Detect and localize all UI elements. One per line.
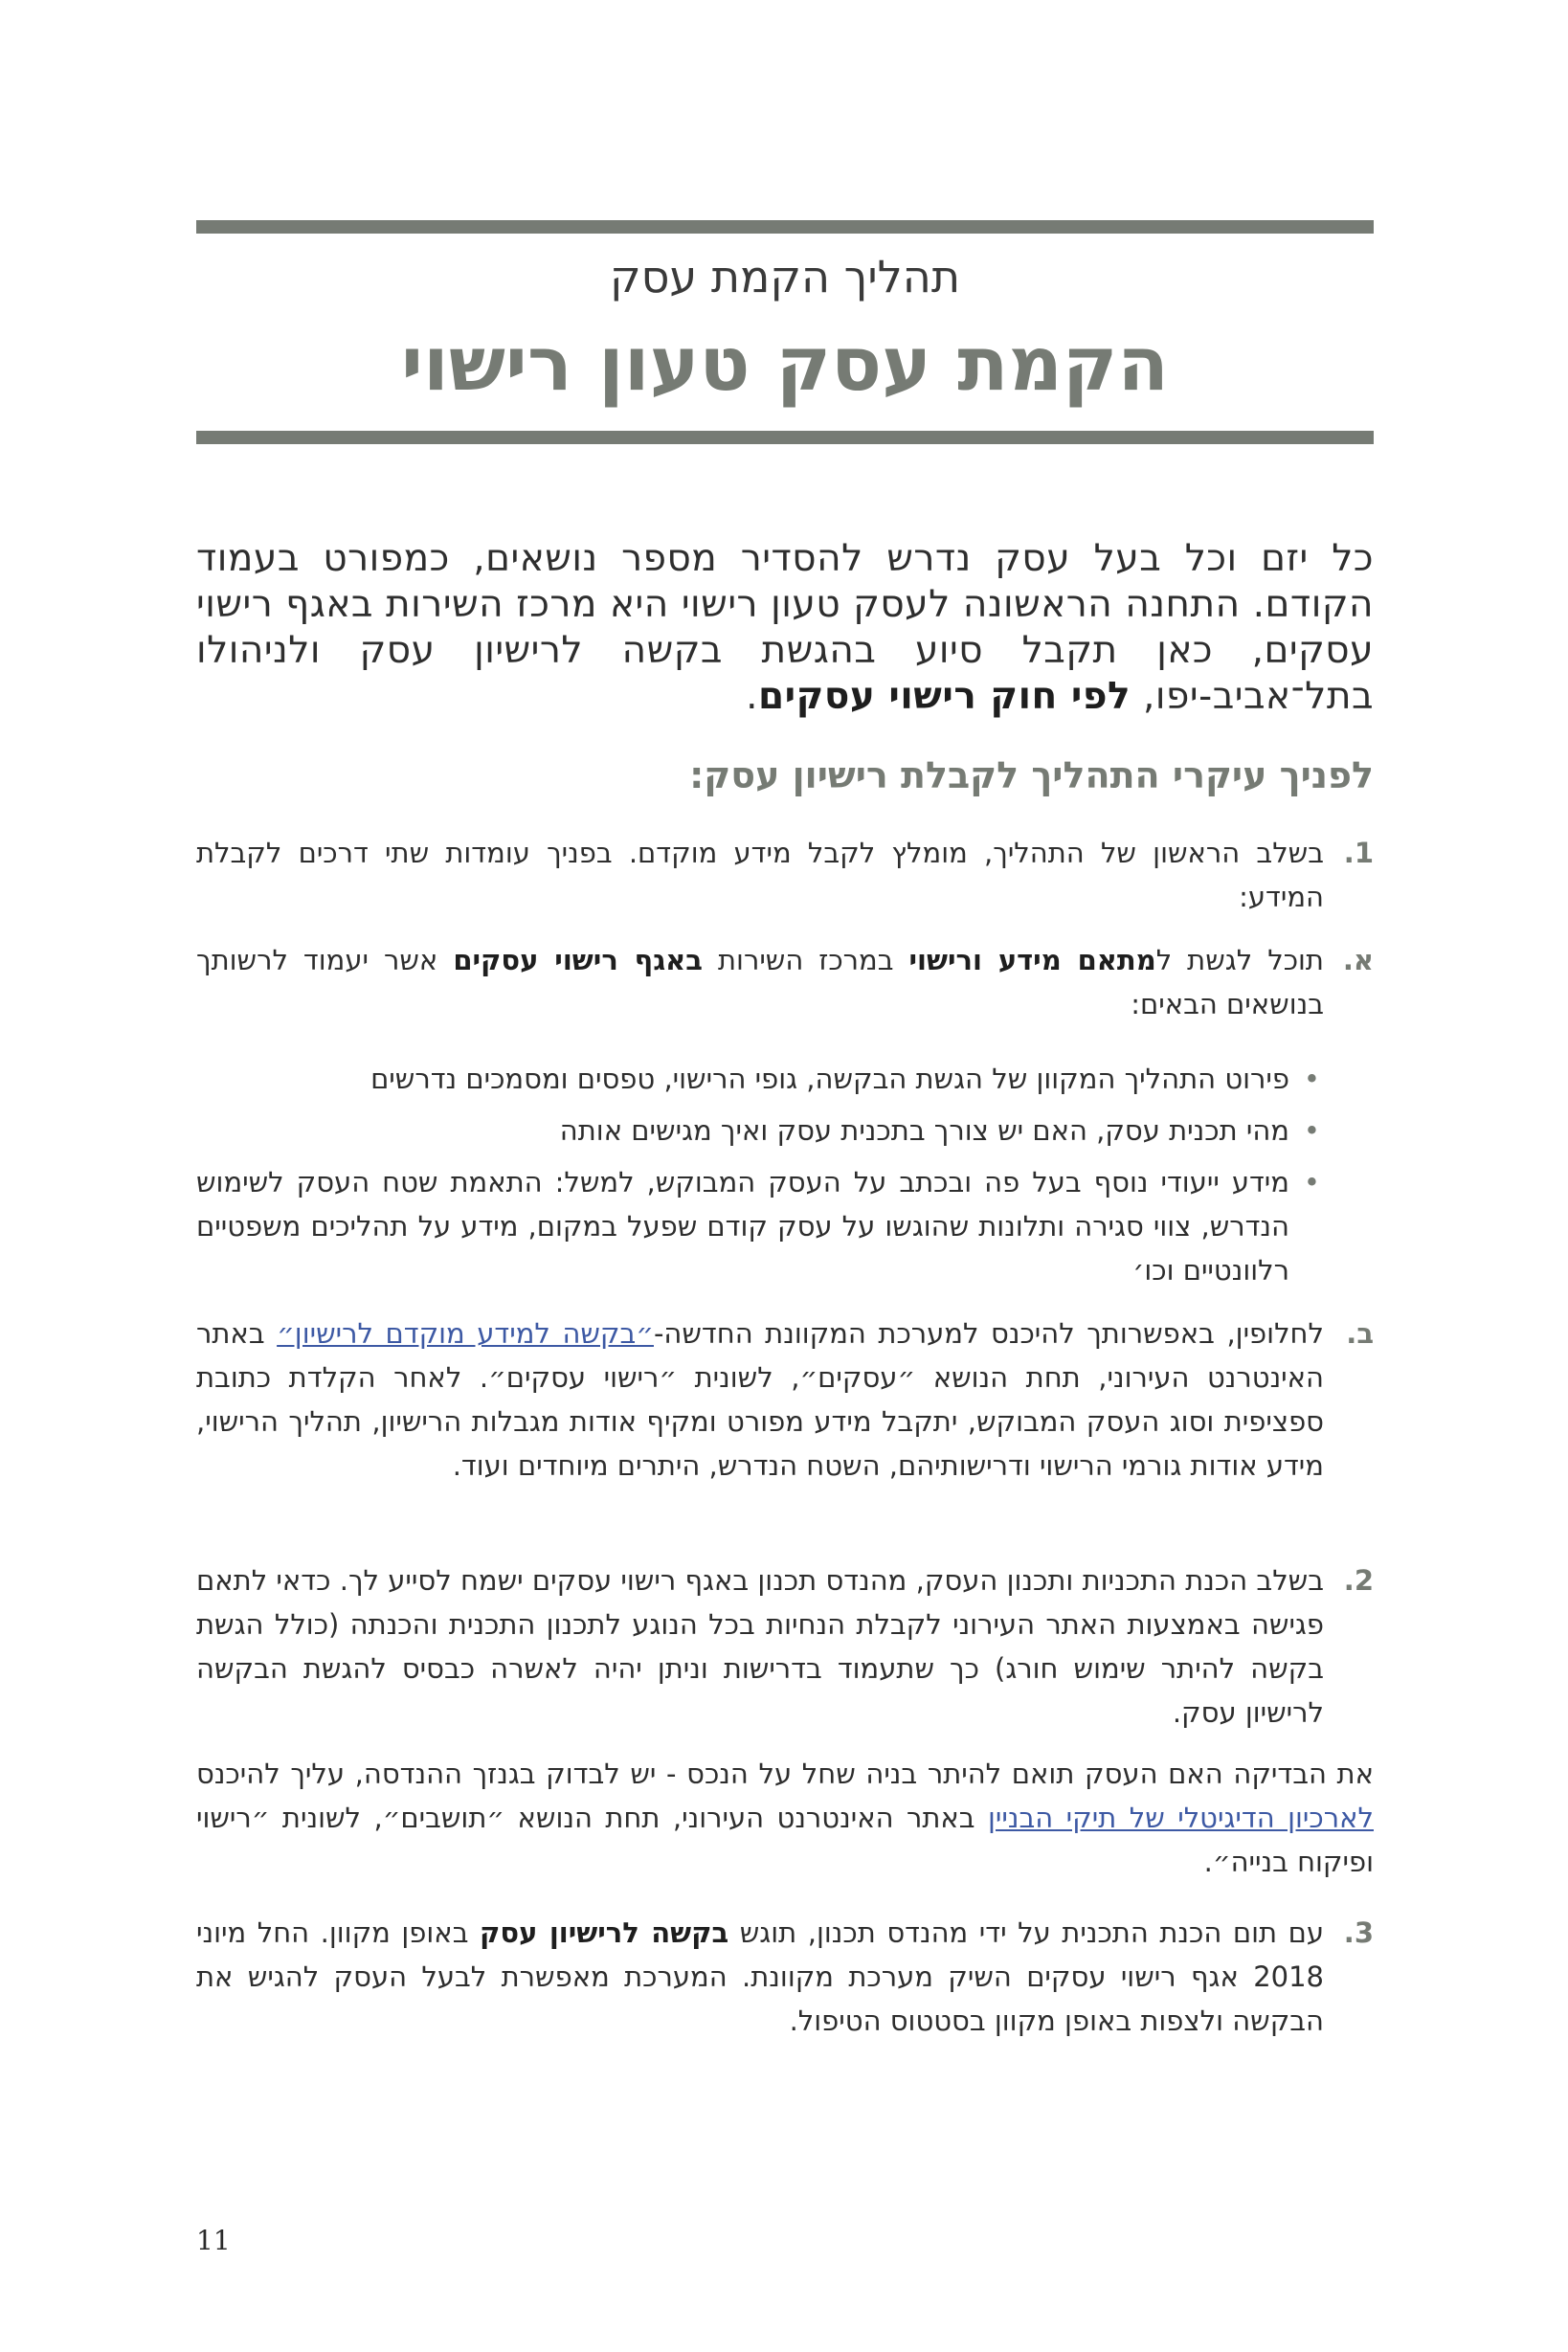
bullet-dot-icon: •	[1303, 1063, 1320, 1095]
bullet-dot-icon: •	[1303, 1114, 1320, 1147]
step-text: לחלופין, באפשרותך להיכנס למערכת המקוונת החדשה-	[653, 1317, 1324, 1350]
bold-coordinator: מתאם מידע ורישוי	[908, 944, 1156, 976]
step-letter: ב.	[1346, 1317, 1374, 1350]
list-item	[196, 1311, 1374, 1488]
step-text: באתר האינטרנט העירוני, תחת הנושא ״עסקים״, לשונית ״רישוי עסקים״. לאחר הקלדת כתובת ספציפית וסוג העסק המבוקש, יתקבל מידע מפורט ומקיף אודות מגבלות הרישיון, תהליך הרישוי, מידע אודות גורמי הרישוי ודרישותיהם, השטח הנדרש, היתרים מיוחדים ועוד.	[196, 1317, 1324, 1482]
step-1a	[196, 938, 1374, 1026]
bold-department: באגף רישוי עסקים	[453, 944, 703, 976]
intro-bold-law: לפי חוק רישוי עסקים	[758, 675, 1131, 718]
online-request-link[interactable]: ״בקשה למידע מוקדם לרישיון״	[277, 1317, 654, 1350]
intro-paragraph	[196, 536, 1374, 720]
bullet-text: מהי תכנית עסק, האם יש צורך בתכנית עסק ואיך מגישים אותה	[559, 1114, 1289, 1147]
intro-text-end: .	[746, 675, 759, 718]
step-3	[196, 1911, 1374, 2043]
bold-license-request: בקשה לרישיון עסק	[480, 1916, 729, 1949]
list-item	[196, 831, 1374, 919]
step-text: תוכל לגשת ל	[1155, 944, 1324, 976]
page-number: 11	[196, 2225, 231, 2256]
bullet-text: מידע ייעודי נוסף בעל פה ובכתב על העסק המבוקש, למשל: התאמת שטח העסק לשימוש הנדרש, צווי סגירה ותלונות שהוגשו על עסק קודם שפעל במקום, מידע על תהליכים משפטיים רלוונטיים וכו׳	[196, 1166, 1289, 1287]
bullet-item	[196, 1057, 1374, 1101]
step-text: בשלב הכנת התכניות ותכנון העסק, מהנדס תכנון באגף רישוי עסקים ישמח לסייע לך. כדאי לתאם פגישה באמצעות האתר העירוני לקבלת הנחיות בכל הנוגע לתכנון התכנית והכנתה (כולל הגשת בקשה להיתר שימוש חורג) כך שתעמוד בדרישות וניתן יהיה לאשרה כבסיס להגשת הבקשה לרישיון עסק.	[196, 1564, 1324, 1729]
list-item	[196, 1911, 1374, 2043]
process-subheading: לפניך עיקרי התהליך לקבלת רישיון עסק:	[689, 754, 1374, 796]
document-page	[196, 0, 1374, 2352]
page-title: הקמת עסק טעון רישוי	[401, 322, 1169, 408]
list-item	[196, 1558, 1374, 1735]
step-text: באופן מקוון. החל מיוני 2018 אגף רישוי עסקים השיק מערכת מקוונת. המערכת מאפשרת לבעל העסק להגיש את הבקשה ולצפות באופן מקוון בסטטוס הטיפול.	[196, 1916, 1324, 2037]
digital-archive-link[interactable]: לארכיון הדיגיטלי של תיקי הבניין	[988, 1802, 1374, 1834]
list-item	[196, 938, 1374, 1026]
bullet-list	[196, 1057, 1374, 1292]
top-rule	[196, 220, 1374, 234]
intro-text: כל יזם וכל בעל עסק נדרש להסדיר מספר נושאים, כמפורט בעמוד הקודם. התחנה הראשונה לעסק טעון רישוי היא מרכז השירות באגף רישוי עסקים, כאן תקבל סיוע בהגשת בקשה לרישיון עסק ולניהולו בתל־אביב-יפו,	[196, 537, 1374, 718]
section-kicker: תהליך הקמת עסק	[609, 251, 961, 302]
bullet-dot-icon: •	[1303, 1166, 1320, 1198]
step-1b	[196, 1311, 1374, 1488]
step-text: בשלב הראשון של התהליך, מומלץ לקבל מידע מוקדם. בפניך עומדות שתי דרכים לקבלת המידע:	[196, 837, 1324, 913]
step-text: במרכז השירות	[702, 944, 909, 976]
bullet-item	[196, 1109, 1374, 1153]
step-letter: א.	[1342, 944, 1374, 976]
paragraph-text: את הבדיקה האם העסק תואם להיתר בניה שחל על הנכס - יש לבדוק בגנזך ההנדסה, עליך להיכנס	[196, 1758, 1374, 1790]
bullet-text: פירוט התהליך המקוון של הגשת הבקשה, גופי הרישוי, טפסים ומסמכים נדרשים	[370, 1063, 1289, 1095]
step-number: 3.	[1343, 1916, 1374, 1949]
bullet-item	[196, 1160, 1374, 1292]
step-1	[196, 831, 1374, 919]
step-text: עם תום הכנת התכנית על ידי מהנדס תכנון, תוגש	[728, 1916, 1325, 1949]
step-number: 1.	[1343, 837, 1374, 869]
bottom-rule	[196, 431, 1374, 444]
step-text: אשר יעמוד לרשותך בנושאים הבאים:	[196, 944, 1324, 1020]
step-number: 2.	[1343, 1564, 1374, 1597]
step-2	[196, 1558, 1374, 1735]
building-permit-paragraph	[196, 1752, 1374, 1884]
paragraph-text: באתר האינטרנט העירוני, תחת הנושא ״תושבים״, לשונית ״רישוי ופיקוח בנייה״.	[196, 1802, 1374, 1878]
